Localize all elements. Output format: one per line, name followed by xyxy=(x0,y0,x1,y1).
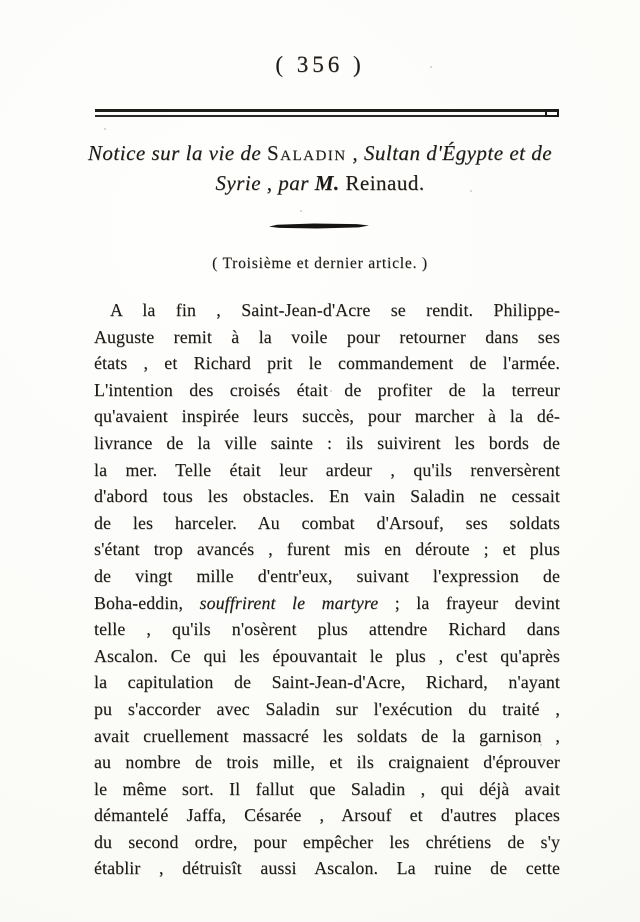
article-title-line2 xyxy=(60,168,580,198)
text-line xyxy=(94,643,560,670)
scan-speck xyxy=(104,128,106,130)
scan-speck xyxy=(430,66,432,68)
text-segment: Saladin xyxy=(266,141,347,165)
text-segment: L'intention des croisés était de profiter de la terreur xyxy=(94,379,560,400)
text-line xyxy=(94,829,560,856)
text-segment: Auguste remit à la voile pour retourner dans ses xyxy=(94,326,560,347)
text-segment: le même sort. Il fallut que Saladin , qui déjà avait xyxy=(94,778,560,799)
text-segment: de vingt mille d'entr'eux, suivant l'expression de xyxy=(94,565,560,586)
text-line xyxy=(94,669,560,696)
text-line xyxy=(94,430,560,457)
body-text xyxy=(94,297,560,882)
article-title-line1 xyxy=(60,138,580,168)
text-segment: M. xyxy=(314,171,340,195)
scan-speck xyxy=(330,390,332,392)
scan-speck xyxy=(540,744,542,746)
text-segment: démantelé Jaffa, Césarée , Arsouf et d'autres places xyxy=(94,805,560,826)
header-double-rule xyxy=(95,109,557,117)
text-line xyxy=(94,749,560,776)
text-segment: de les harceler. Au combat d'Arsouf, ses soldats xyxy=(94,512,560,533)
text-segment: telle , qu'ils n'osèrent plus attendre Richard dans xyxy=(94,619,560,640)
text-line xyxy=(94,802,560,829)
text-segment: Notice sur la vie de xyxy=(87,141,267,165)
article-subtitle: ( Troisième et dernier article. ) xyxy=(212,255,428,272)
text-line xyxy=(94,855,560,882)
text-segment: Syrie , par xyxy=(215,171,315,195)
article-title xyxy=(60,138,580,198)
scan-speck xyxy=(300,210,302,212)
text-line xyxy=(94,510,560,537)
text-segment: souffrirent le martyre xyxy=(199,592,379,613)
text-line xyxy=(94,590,560,617)
text-segment: Boha-eddin, xyxy=(94,592,200,613)
text-segment: Reinaud. xyxy=(339,171,425,195)
text-segment: Ascalon. Ce qui les épouvantait le plus , c'est qu'après xyxy=(94,645,560,666)
text-segment: d'abord tous les obstacles. En vain Saladin ne cessait xyxy=(94,486,560,507)
text-segment: établir , détruisît aussi Ascalon. La ruine de cette xyxy=(94,858,560,879)
text-segment: livrance de la ville sainte : ils suivirent les bords de xyxy=(94,432,560,453)
text-line xyxy=(94,536,560,563)
page-number: ( 356 ) xyxy=(275,52,365,77)
text-line xyxy=(94,723,560,750)
text-segment: pu s'accorder avec Saladin sur l'exécution du traité , xyxy=(94,698,560,719)
text-line xyxy=(94,776,560,803)
text-line xyxy=(94,377,560,404)
section-divider-rule xyxy=(269,223,369,229)
text-line xyxy=(94,483,560,510)
text-segment: Sultan d'Égypte et de xyxy=(363,141,553,165)
text-line xyxy=(94,563,560,590)
text-segment: au nombre de trois mille, et ils craignaient d'éprouver xyxy=(94,752,560,773)
text-segment: ; la frayeur devint xyxy=(378,592,560,613)
text-line xyxy=(94,324,560,351)
text-line xyxy=(94,696,560,723)
scan-speck xyxy=(520,604,522,606)
text-segment: avait cruellement massacré les soldats de la garnison , xyxy=(94,725,560,746)
text-segment: s'étant trop avancés , furent mis en déroute ; et plus xyxy=(94,539,560,560)
text-line xyxy=(94,457,560,484)
text-line xyxy=(94,616,560,643)
text-segment: états , et Richard prit le commandement de l'armée. xyxy=(94,353,560,374)
text-line xyxy=(94,350,560,377)
text-line xyxy=(94,297,560,324)
text-segment: , xyxy=(346,141,364,165)
scan-speck xyxy=(470,190,472,192)
text-segment: la capitulation de Saint-Jean-d'Acre, Richard, n'ayant xyxy=(94,672,560,693)
text-segment: A la fin , Saint-Jean-d'Acre se rendit. Philippe- xyxy=(110,300,560,320)
text-segment: du second ordre, pour empêcher les chrétiens de s'y xyxy=(94,831,560,852)
text-segment: la mer. Telle était leur ardeur , qu'ils renversèrent xyxy=(94,459,560,480)
text-line xyxy=(94,403,560,430)
text-segment: qu'avaient inspirée leurs succès, pour marcher à la dé- xyxy=(94,406,560,427)
